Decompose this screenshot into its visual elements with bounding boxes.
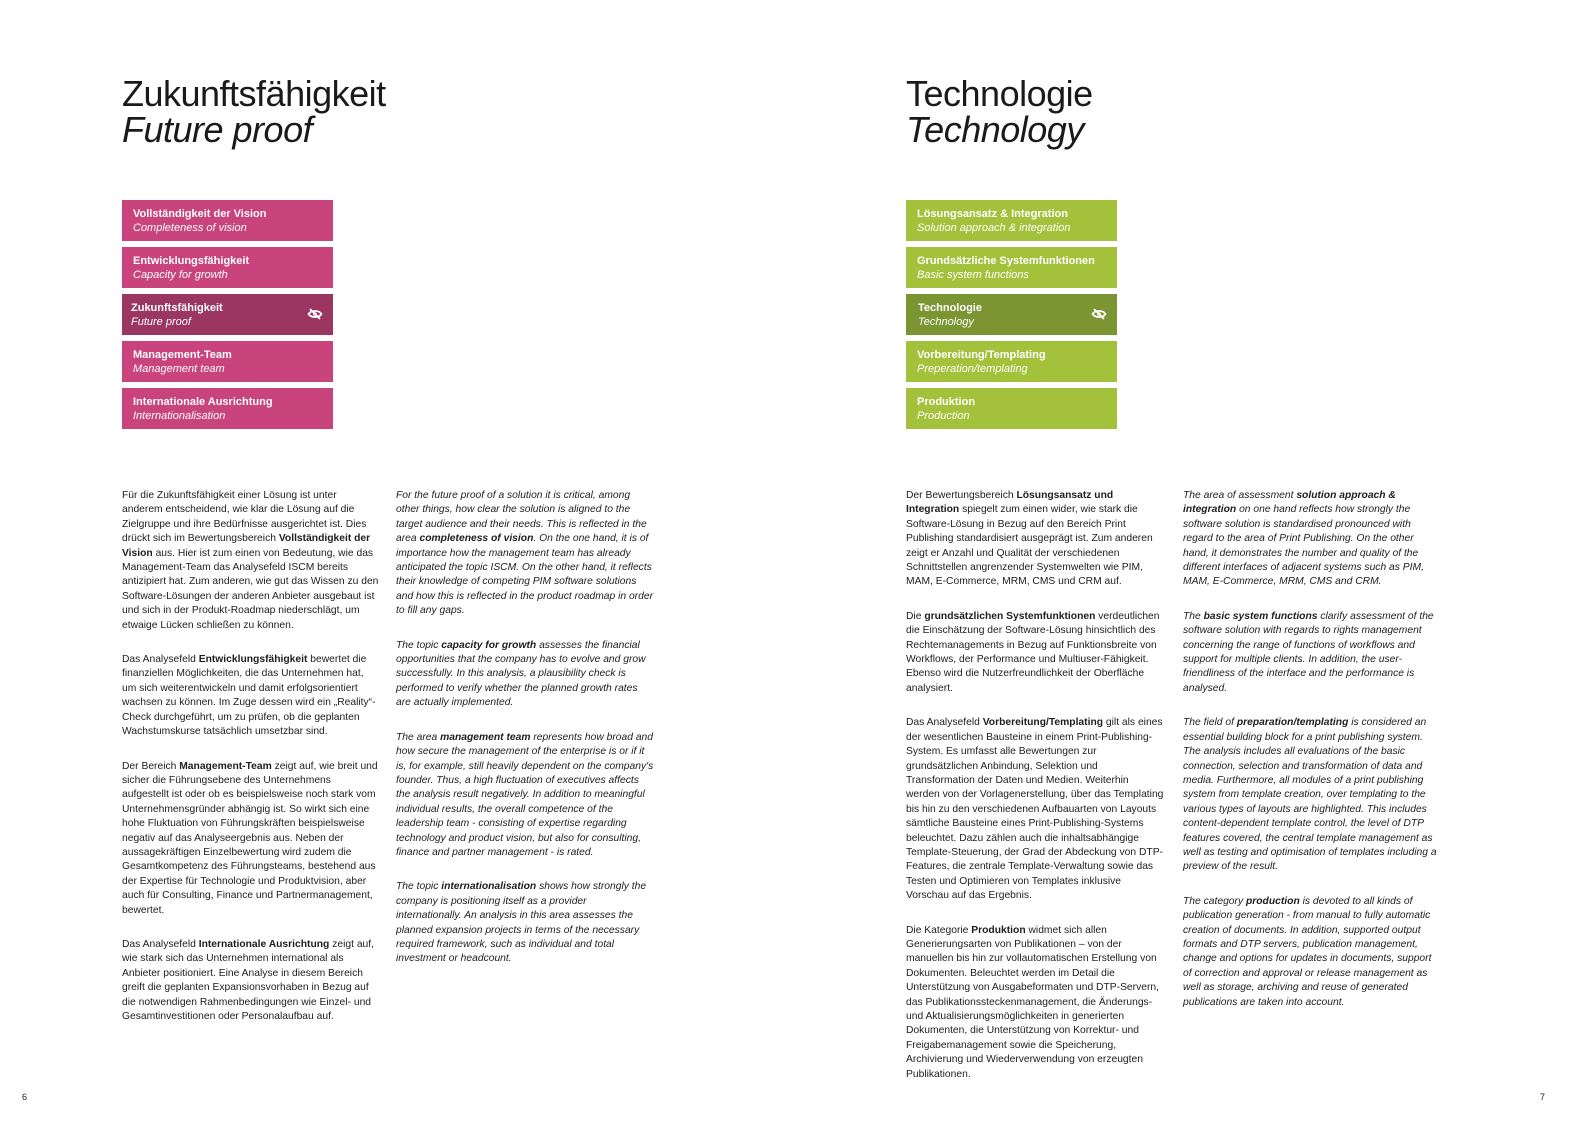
text-run: The category bbox=[1183, 895, 1246, 907]
menu-item-label-en: Solution approach & integration bbox=[917, 222, 1071, 234]
right-heading-en: Technology bbox=[906, 109, 1084, 150]
menu-item-label-de: Lösungsansatz & Integration bbox=[917, 208, 1068, 220]
term-bold: capacity for growth bbox=[441, 639, 537, 651]
menu-item-completeness-of-vision[interactable] bbox=[122, 200, 333, 241]
left-english-text-column bbox=[396, 489, 654, 987]
text-run: shows how strongly the company is positioning itself as a provider internationally. An analysis in this area assesses the planned expansion projects in terms of the necessary required framework, such as individual and total investment or headcount. bbox=[396, 881, 647, 965]
menu-item-technology[interactable] bbox=[906, 294, 1117, 335]
text-run: is considered an essential building block for a print publishing system. The analysis includes all evaluations of the basic connection, selection and transformation of data and media. Furthermore, all modules of a print publishing system from template creation, over templating to the various types of layouts are highlighted. This includes content-dependent template control, the level of DTP features covered, the central template management as well as testing and optimisation of templates including a preview of the result. bbox=[1183, 717, 1437, 873]
eye-slash-icon bbox=[1091, 307, 1107, 321]
menu-item-label-de: Management-Team bbox=[133, 349, 232, 361]
text-run: The topic bbox=[396, 639, 442, 651]
menu-item-basic-system-functions[interactable] bbox=[906, 247, 1117, 288]
left-category-menu bbox=[122, 200, 333, 435]
menu-item-management-team[interactable] bbox=[122, 341, 333, 382]
text-run: For the future proof of a solution it is critical, among other things, how clear the solution is aligned to the target audience and their needs. This is reflected in the area bbox=[396, 490, 647, 545]
text-run: . On the one hand, it is of importance how the management team has already anticipated the topic ISCM. On the other hand, it reflects their knowledge of competing PIM software solutions and how this is reflected in the product roadmap in order to fill any gaps. bbox=[396, 533, 653, 617]
left-page-heading bbox=[122, 73, 386, 150]
paragraph bbox=[122, 489, 380, 633]
menu-item-internationalisation[interactable] bbox=[122, 388, 333, 429]
term-bold: Produktion bbox=[971, 924, 1026, 936]
text-run: gilt als eines der wesentlichen Bausteine in einem Print-Publishing-System. Es umfasst alle Bewertungen zur grundsätzlichen Anbindung, Selektion und Transformation der Daten und Medien. Weiterhin werden von der Vorlagenerstellung, über das Templating bis hin zu den verschiedenen Aufbauarten von Layouts sämtliche Bausteine eines Print-Publishing-Systems beleuchtet. Dazu zählen auch die inhaltsabhängige Template-Steuerung, der Grad der Abdeckung von DTP-Features, die zentrale Template-Verwaltung sowie das Testen und Optimieren von Templates inklusive Vorschau auf das Ergebnis. bbox=[906, 717, 1164, 902]
term-bold: Vollständigkeit der Vision bbox=[122, 533, 371, 559]
text-run: bewertet die finanziellen Möglichkeiten, die das Unternehmen hat, um sich weiterentwickeln und damit erfolgsorientiert wachsen zu können. Im Zuge dessen wird ein „Reality“-Check durchgeführt, um zu prüfen, ob die geplanten Wachstumskurse tatsächlich umsetzbar sind. bbox=[122, 654, 376, 738]
menu-item-capacity-for-growth[interactable] bbox=[122, 247, 333, 288]
text-run: The area of assessment bbox=[1183, 490, 1297, 501]
paragraph bbox=[906, 489, 1164, 590]
menu-item-label-de: Zukunftsfähigkeit bbox=[131, 302, 223, 314]
paragraph bbox=[396, 489, 654, 619]
term-bold: grundsätzlichen Systemfunktionen bbox=[924, 610, 1096, 622]
term-bold: production bbox=[1245, 895, 1300, 907]
right-category-menu bbox=[906, 200, 1117, 435]
menu-item-future-proof[interactable] bbox=[122, 294, 333, 335]
menu-item-production[interactable] bbox=[906, 388, 1117, 429]
paragraph bbox=[1183, 716, 1441, 874]
text-run: The topic bbox=[396, 881, 442, 893]
menu-item-label-en: Future proof bbox=[131, 316, 191, 328]
paragraph bbox=[396, 880, 654, 966]
paragraph bbox=[122, 760, 380, 918]
eye-slash-icon bbox=[307, 307, 323, 321]
text-run: zeigt auf, wie breit und sicher die Führungsebene des Unternehmens aufgestellt ist oder ob es beispielsweise noch stark vom Unternehmensgründer abhängig ist. So wirkt sich eine hohe Fluktuation von Führungskräften beispielsweise negativ auf das Analyseergebnis aus. Neben der aussagekräftigen Einzelbewertung wird zudem die Gesamtkompetenz des Führungsteams, bestehend aus der Expertise für Technologie und Produktvision, aber auch für Consulting, Finance und Partnermanagement, bewertet. bbox=[122, 760, 378, 916]
text-run: on one hand reflects how strongly the software solution is standardised pronounced with regard to the area of Print Publishing. On the other hand, it demonstrates the number and quality of the different interfaces of adjacent systems such as PIM, MAM, E-Commerce, MRM, CMS and CRM. bbox=[1183, 504, 1424, 588]
menu-item-label-de: Internationale Ausrichtung bbox=[133, 396, 273, 408]
menu-item-label-en: Internationalisation bbox=[133, 410, 226, 422]
term-bold: Entwicklungsfähigkeit bbox=[198, 654, 308, 666]
menu-item-label-en: Capacity for growth bbox=[133, 269, 228, 281]
menu-item-label-en: Completeness of vision bbox=[133, 222, 247, 234]
right-heading-de: Technologie bbox=[906, 73, 1093, 114]
paragraph bbox=[906, 924, 1164, 1082]
text-run: aus. Hier ist zum einen von Bedeutung, wie das Management-Team das Analysefeld ISCM bereits antizipiert hat. Zum anderen, wie gut das Wissen zu den Software-Lösungen der anderen Anbieter ausgebaut ist und sich in der Produkt-Roadmap niederschlägt, um etwaige Lücken schließen zu können. bbox=[122, 547, 379, 631]
menu-item-label-de: Produktion bbox=[917, 396, 976, 408]
right-page-number: 7 bbox=[1540, 1092, 1546, 1102]
menu-item-label-en: Technology bbox=[918, 316, 974, 328]
term-bold: Management-Team bbox=[179, 760, 272, 772]
text-run: The area bbox=[396, 731, 441, 743]
menu-item-label-de: Vorbereitung/Templating bbox=[917, 349, 1046, 361]
term-bold: Internationale Ausrichtung bbox=[198, 938, 330, 950]
text-run: Für die Zukunftsfähigkeit einer Lösung ist unter anderem entscheidend, wie klar die Lösung auf die Zielgruppe und ihre Bedürfnisse ausgerichtet ist. Dies drückt sich im Bewertungsbereich bbox=[122, 490, 367, 545]
text-run: Das Analysefeld bbox=[122, 938, 199, 950]
left-heading-en: Future proof bbox=[122, 109, 313, 150]
text-run: The bbox=[1183, 610, 1204, 622]
term-bold: completeness of vision bbox=[419, 533, 534, 545]
text-run: Das Analysefeld bbox=[122, 654, 199, 666]
paragraph bbox=[396, 639, 654, 711]
text-run: represents how broad and how secure the management of the enterprise is or if it is, for example, still heavily dependent on the company's founder. Thus, a high fluctuation of executives affects the analysis result negatively. In addition to meaningful individual results, the overall competence of the leadership team - consisting of expertise regarding technology and product vision, but also for consulting, finance and partner management - is rated. bbox=[396, 731, 654, 858]
paragraph bbox=[1183, 610, 1441, 696]
text-run: is devoted to all kinds of publication generation - from manual to fully automatic creation of documents. In addition, supported output formats and DTP servers, publication management, change and options for updates in documents, support of correction and approval or release management as well as storage, archiving and reuse of generated publications are taken into account. bbox=[1183, 895, 1432, 1008]
menu-item-label-en: Basic system functions bbox=[917, 269, 1029, 281]
text-run: verdeutlichen die Einschätzung der Software-Lösung hinsichtlich des Rechtemanagements in Bezug auf Funktionsbreite von Workflows, der Performance und Multiuser-Fähigkeit. Ebenso wird die Nutzerfreundlichkeit der Oberfläche analysiert. bbox=[906, 610, 1160, 694]
menu-item-label-en: Production bbox=[917, 410, 970, 422]
text-run: clarify assessment of the software solution with regards to rights management concerning the range of functions of workflows and support for multiple clients. In addition, the user-friendliness of the interface and the performance is analysed. bbox=[1183, 610, 1434, 694]
text-run: Die Kategorie bbox=[906, 924, 972, 936]
text-run: Der Bewertungsbereich bbox=[906, 490, 1017, 501]
term-bold: basic system functions bbox=[1203, 610, 1318, 622]
text-run: widmet sich allen Generierungsarten von Publikationen – von der manuellen bis hin zur vollautomatischen Erstellung von Dokumenten. Beleuchtet werden im Detail die Unterstützung von Ausgabeformaten und DTP-Servern, das Publikationssteckenmanagement, die Änderungs- und Aktualisierungsmöglichkeiten in generierten Dokumenten, die Unterstützung von Korrektur- und Freigabemanagement sowie die Speicherung, Archivierung und Wiederverwendung von erzeugten Publikationen. bbox=[906, 924, 1159, 1080]
right-page-heading bbox=[906, 73, 1093, 150]
menu-item-label-de: Grundsätzliche Systemfunktionen bbox=[917, 255, 1095, 267]
right-german-text-column bbox=[906, 489, 1164, 1102]
text-run: Die bbox=[906, 610, 925, 622]
menu-item-label-de: Entwicklungsfähigkeit bbox=[133, 255, 250, 267]
left-german-text-column bbox=[122, 489, 380, 1044]
left-page-number: 6 bbox=[22, 1092, 28, 1102]
term-bold: Vorbereitung/Templating bbox=[982, 717, 1104, 729]
text-run: spiegelt zum einen wider, wie stark die Software-Lösung in Bezug auf den Bereich Print Publishing standardisiert ausgeprägt ist. Zum anderen zeigt er Anzahl und Qualität der verschiedenen Schnittstellen angrenzender Systemwelten wie PIM, MAM, E-Commerce, MRM, CMS und CRM auf. bbox=[906, 504, 1153, 588]
menu-item-label-en: Preperation/templating bbox=[917, 363, 1028, 375]
text-run: zeigt auf, wie stark sich das Unternehmen international als Anbieter positioniert. Eine Analyse in diesem Bereich greift die geplanten Expansionsvorhaben in Bezug auf die notwendigen Rahmenbedingungen wie Einzel- und Gesamtinvestitionen oder Personalaufbau auf. bbox=[122, 938, 374, 1022]
menu-item-label-de: Technologie bbox=[918, 302, 982, 314]
term-bold: Lösungsansatz und Integration bbox=[906, 490, 1114, 516]
left-heading-de: Zukunftsfähigkeit bbox=[122, 73, 386, 114]
term-bold: preparation/templating bbox=[1236, 717, 1349, 729]
text-run: Der Bereich bbox=[122, 760, 180, 772]
paragraph bbox=[122, 938, 380, 1024]
menu-item-label-en: Management team bbox=[133, 363, 225, 375]
menu-item-solution-approach[interactable] bbox=[906, 200, 1117, 241]
text-run: Das Analysefeld bbox=[906, 717, 983, 729]
term-bold: management team bbox=[440, 731, 531, 743]
paragraph bbox=[1183, 895, 1441, 1010]
text-run: The field of bbox=[1183, 717, 1237, 729]
menu-item-preparation-templating[interactable] bbox=[906, 341, 1117, 382]
paragraph bbox=[906, 716, 1164, 903]
paragraph bbox=[1183, 489, 1441, 590]
paragraph bbox=[906, 610, 1164, 696]
menu-item-label-de: Vollständigkeit der Vision bbox=[133, 208, 267, 220]
term-bold: solution approach & integration bbox=[1183, 490, 1396, 516]
text-run: assesses the financial opportunities that the company has to evolve and grow successfully. In this analysis, a plausibility check is performed to verify whether the planned growth rates are actually implemented. bbox=[396, 639, 646, 709]
paragraph bbox=[396, 731, 654, 861]
term-bold: internationalisation bbox=[441, 881, 537, 893]
paragraph bbox=[122, 653, 380, 739]
right-english-text-column bbox=[1183, 489, 1441, 1030]
